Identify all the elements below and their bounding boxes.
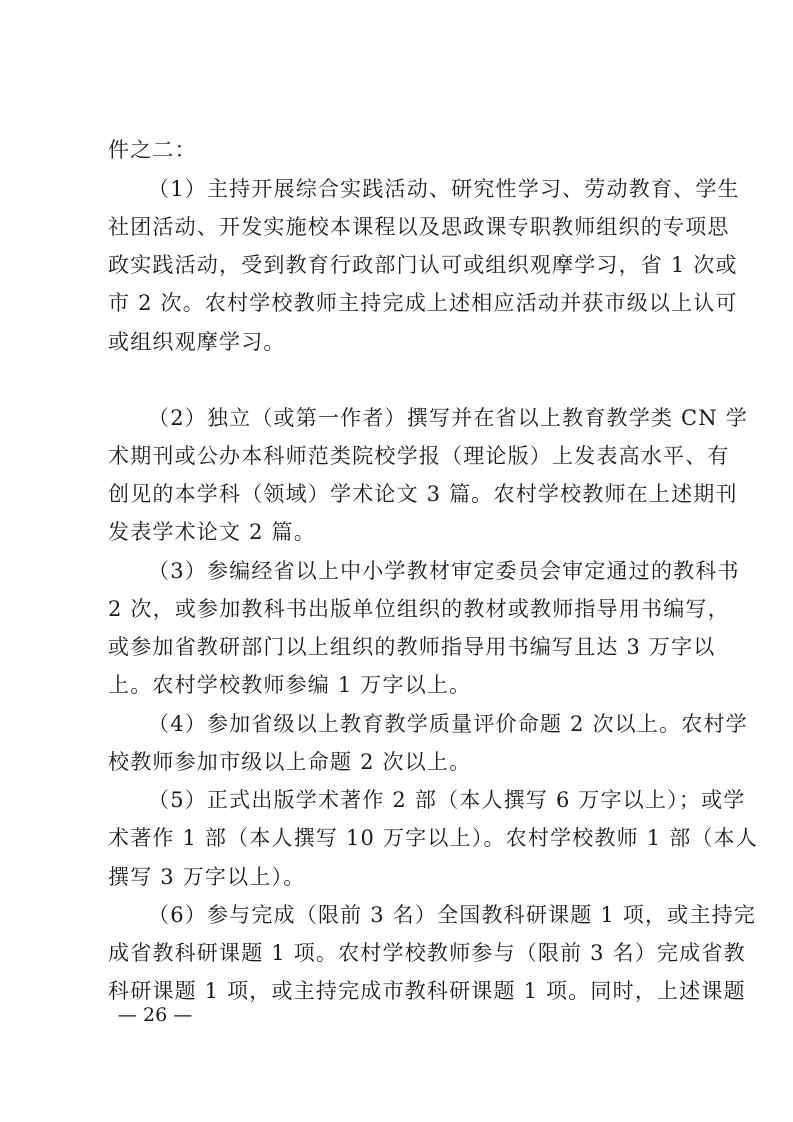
text-line: 科研课题 1 项，或主持完成市教科研课题 1 项。同时，上述课题	[108, 979, 746, 1003]
text-line: 上。农村学校教师参编 1 万字以上。	[108, 673, 472, 697]
text-line: （4）参加省级以上教育教学质量评价命题 2 次以上。农村学	[148, 712, 748, 736]
text-line: 件之二：	[108, 138, 197, 162]
text-line: （2）独立（或第一作者）撰写并在省以上教育教学类 CN 学	[148, 406, 748, 430]
text-line: 校教师参加市级以上命题 2 次以上。	[108, 750, 472, 774]
text-line: 或组织观摩学习。	[108, 330, 286, 354]
text-line: 发表学术论文 2 篇。	[108, 520, 316, 544]
text-line: 成省教科研课题 1 项。农村学校教师参与（限前 3 名）完成省教	[108, 941, 746, 965]
text-line: 撰写 3 万字以上）。	[108, 865, 306, 889]
text-line: 社团活动、开发实施校本课程以及思政课专职教师组织的专项思	[108, 215, 730, 239]
text-line: （3）参编经省以上中小学教材审定委员会审定通过的教科书	[148, 559, 740, 583]
text-line: 或参加省教研部门以上组织的教师指导用书编写且达 3 万字以	[108, 635, 716, 659]
text-line: （6）参与完成（限前 3 名）全国教科研课题 1 项，或主持完	[148, 903, 756, 927]
text-line: 市 2 次。农村学校教师主持完成上述相应活动并获市级以上认可	[108, 291, 738, 315]
text-line: 术期刊或公办本科师范类院校学报（理论版）上发表高水平、有	[108, 444, 730, 468]
page-number: — 26 —	[118, 1004, 193, 1026]
text-line: （1）主持开展综合实践活动、研究性学习、劳动教育、学生	[148, 177, 740, 201]
text-line: 政实践活动，受到教育行政部门认可或组织观摩学习，省 1 次或	[108, 253, 738, 277]
text-line: 术著作 1 部（本人撰写 10 万字以上）。农村学校教师 1 部（本人	[108, 826, 758, 850]
text-line: 2 次，或参加教科书出版单位组织的教材或教师指导用书编写，	[108, 597, 730, 621]
text-line: 创见的本学科（领域）学术论文 3 篇。农村学校教师在上述期刊	[108, 482, 738, 506]
text-line: （5）正式出版学术著作 2 部（本人撰写 6 万字以上）；或学	[148, 788, 746, 812]
